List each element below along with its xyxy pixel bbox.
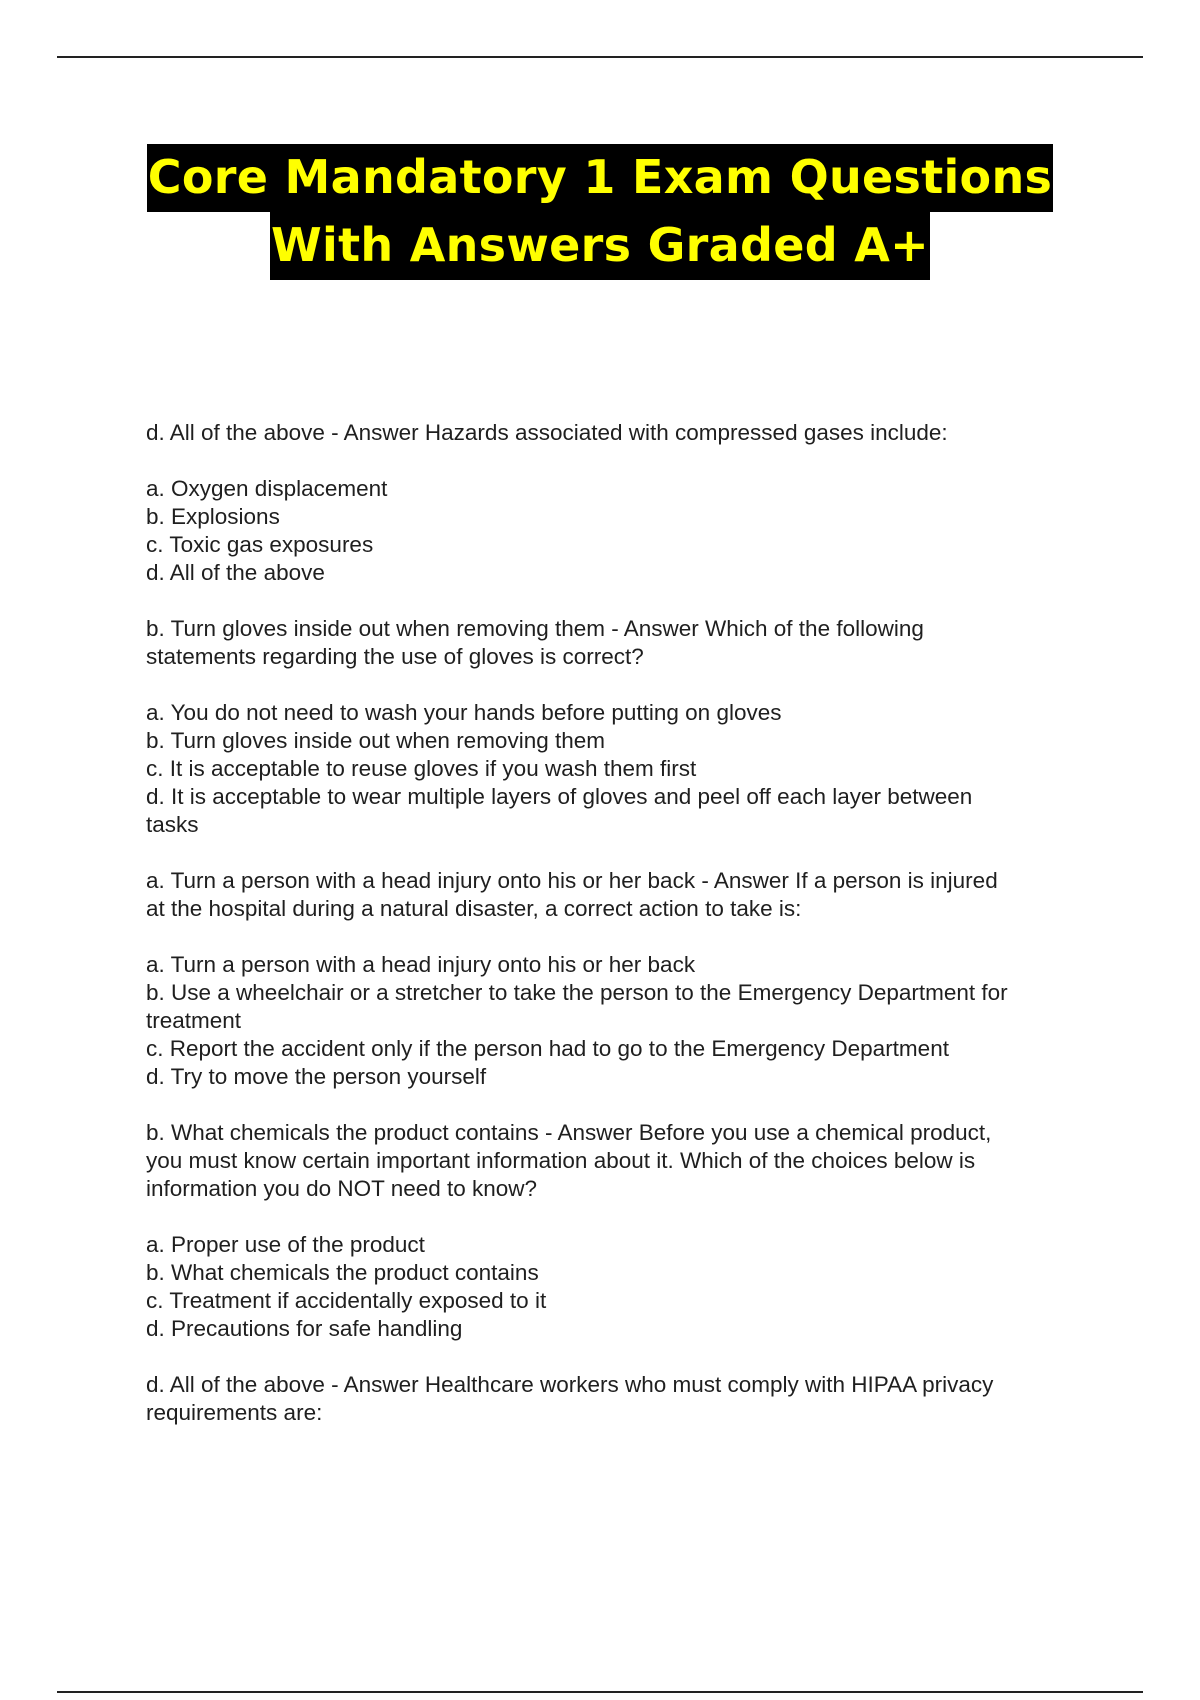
option-line: d. It is acceptable to wear multiple layers of gloves and peel off each layer between	[146, 784, 973, 809]
text-line: requirements are:	[146, 1400, 323, 1425]
qa-block-5	[146, 1371, 1086, 1427]
option-line: b. Use a wheelchair or a stretcher to take the person to the Emergency Department for	[146, 980, 1008, 1005]
header-rule	[57, 56, 1143, 58]
option-line: a. You do not need to wash your hands before putting on gloves	[146, 700, 782, 725]
option-line: c. Toxic gas exposures	[146, 532, 374, 557]
option-line: d. Try to move the person yourself	[146, 1064, 487, 1089]
question-content	[146, 419, 1086, 1455]
document-title	[0, 144, 1200, 280]
text-line: d. All of the above - Answer Hazards associated with compressed gases include:	[146, 420, 948, 445]
option-line: b. Explosions	[146, 504, 280, 529]
text-line: statements regarding the use of gloves is correct?	[146, 644, 644, 669]
text-line: b. Turn gloves inside out when removing them - Answer Which of the following	[146, 616, 924, 641]
qa-block-2	[146, 615, 1086, 671]
options-block-1	[146, 475, 1086, 587]
text-line: a. Turn a person with a head injury onto his or her back - Answer If a person is injured	[146, 868, 998, 893]
footer-rule	[57, 1691, 1143, 1693]
options-block-2	[146, 699, 1086, 839]
text-line: you must know certain important information about it. Which of the choices below is	[146, 1148, 976, 1173]
option-line: a. Proper use of the product	[146, 1232, 425, 1257]
option-line: c. Treatment if accidentally exposed to it	[146, 1288, 547, 1313]
option-line: a. Oxygen displacement	[146, 476, 388, 501]
option-line: d. Precautions for safe handling	[146, 1316, 463, 1341]
option-line: c. It is acceptable to reuse gloves if you wash them first	[146, 756, 697, 781]
title-line-2: With Answers Graded A+	[270, 212, 930, 280]
text-line: d. All of the above - Answer Healthcare workers who must comply with HIPAA privacy	[146, 1372, 994, 1397]
option-line: b. Turn gloves inside out when removing them	[146, 728, 605, 753]
text-line: at the hospital during a natural disaster, a correct action to take is:	[146, 896, 802, 921]
option-line: tasks	[146, 812, 199, 837]
option-line: b. What chemicals the product contains	[146, 1260, 539, 1285]
option-line: a. Turn a person with a head injury onto his or her back	[146, 952, 696, 977]
qa-block-3	[146, 867, 1086, 923]
title-line-1: Core Mandatory 1 Exam Questions	[147, 144, 1053, 212]
qa-block-4	[146, 1119, 1086, 1203]
option-line: treatment	[146, 1008, 242, 1033]
text-line: b. What chemicals the product contains - Answer Before you use a chemical product,	[146, 1120, 992, 1145]
options-block-4	[146, 1231, 1086, 1343]
option-line: d. All of the above	[146, 560, 325, 585]
text-line: information you do NOT need to know?	[146, 1176, 538, 1201]
qa-block-1	[146, 419, 1086, 447]
options-block-3	[146, 951, 1086, 1091]
option-line: c. Report the accident only if the person had to go to the Emergency Department	[146, 1036, 949, 1061]
